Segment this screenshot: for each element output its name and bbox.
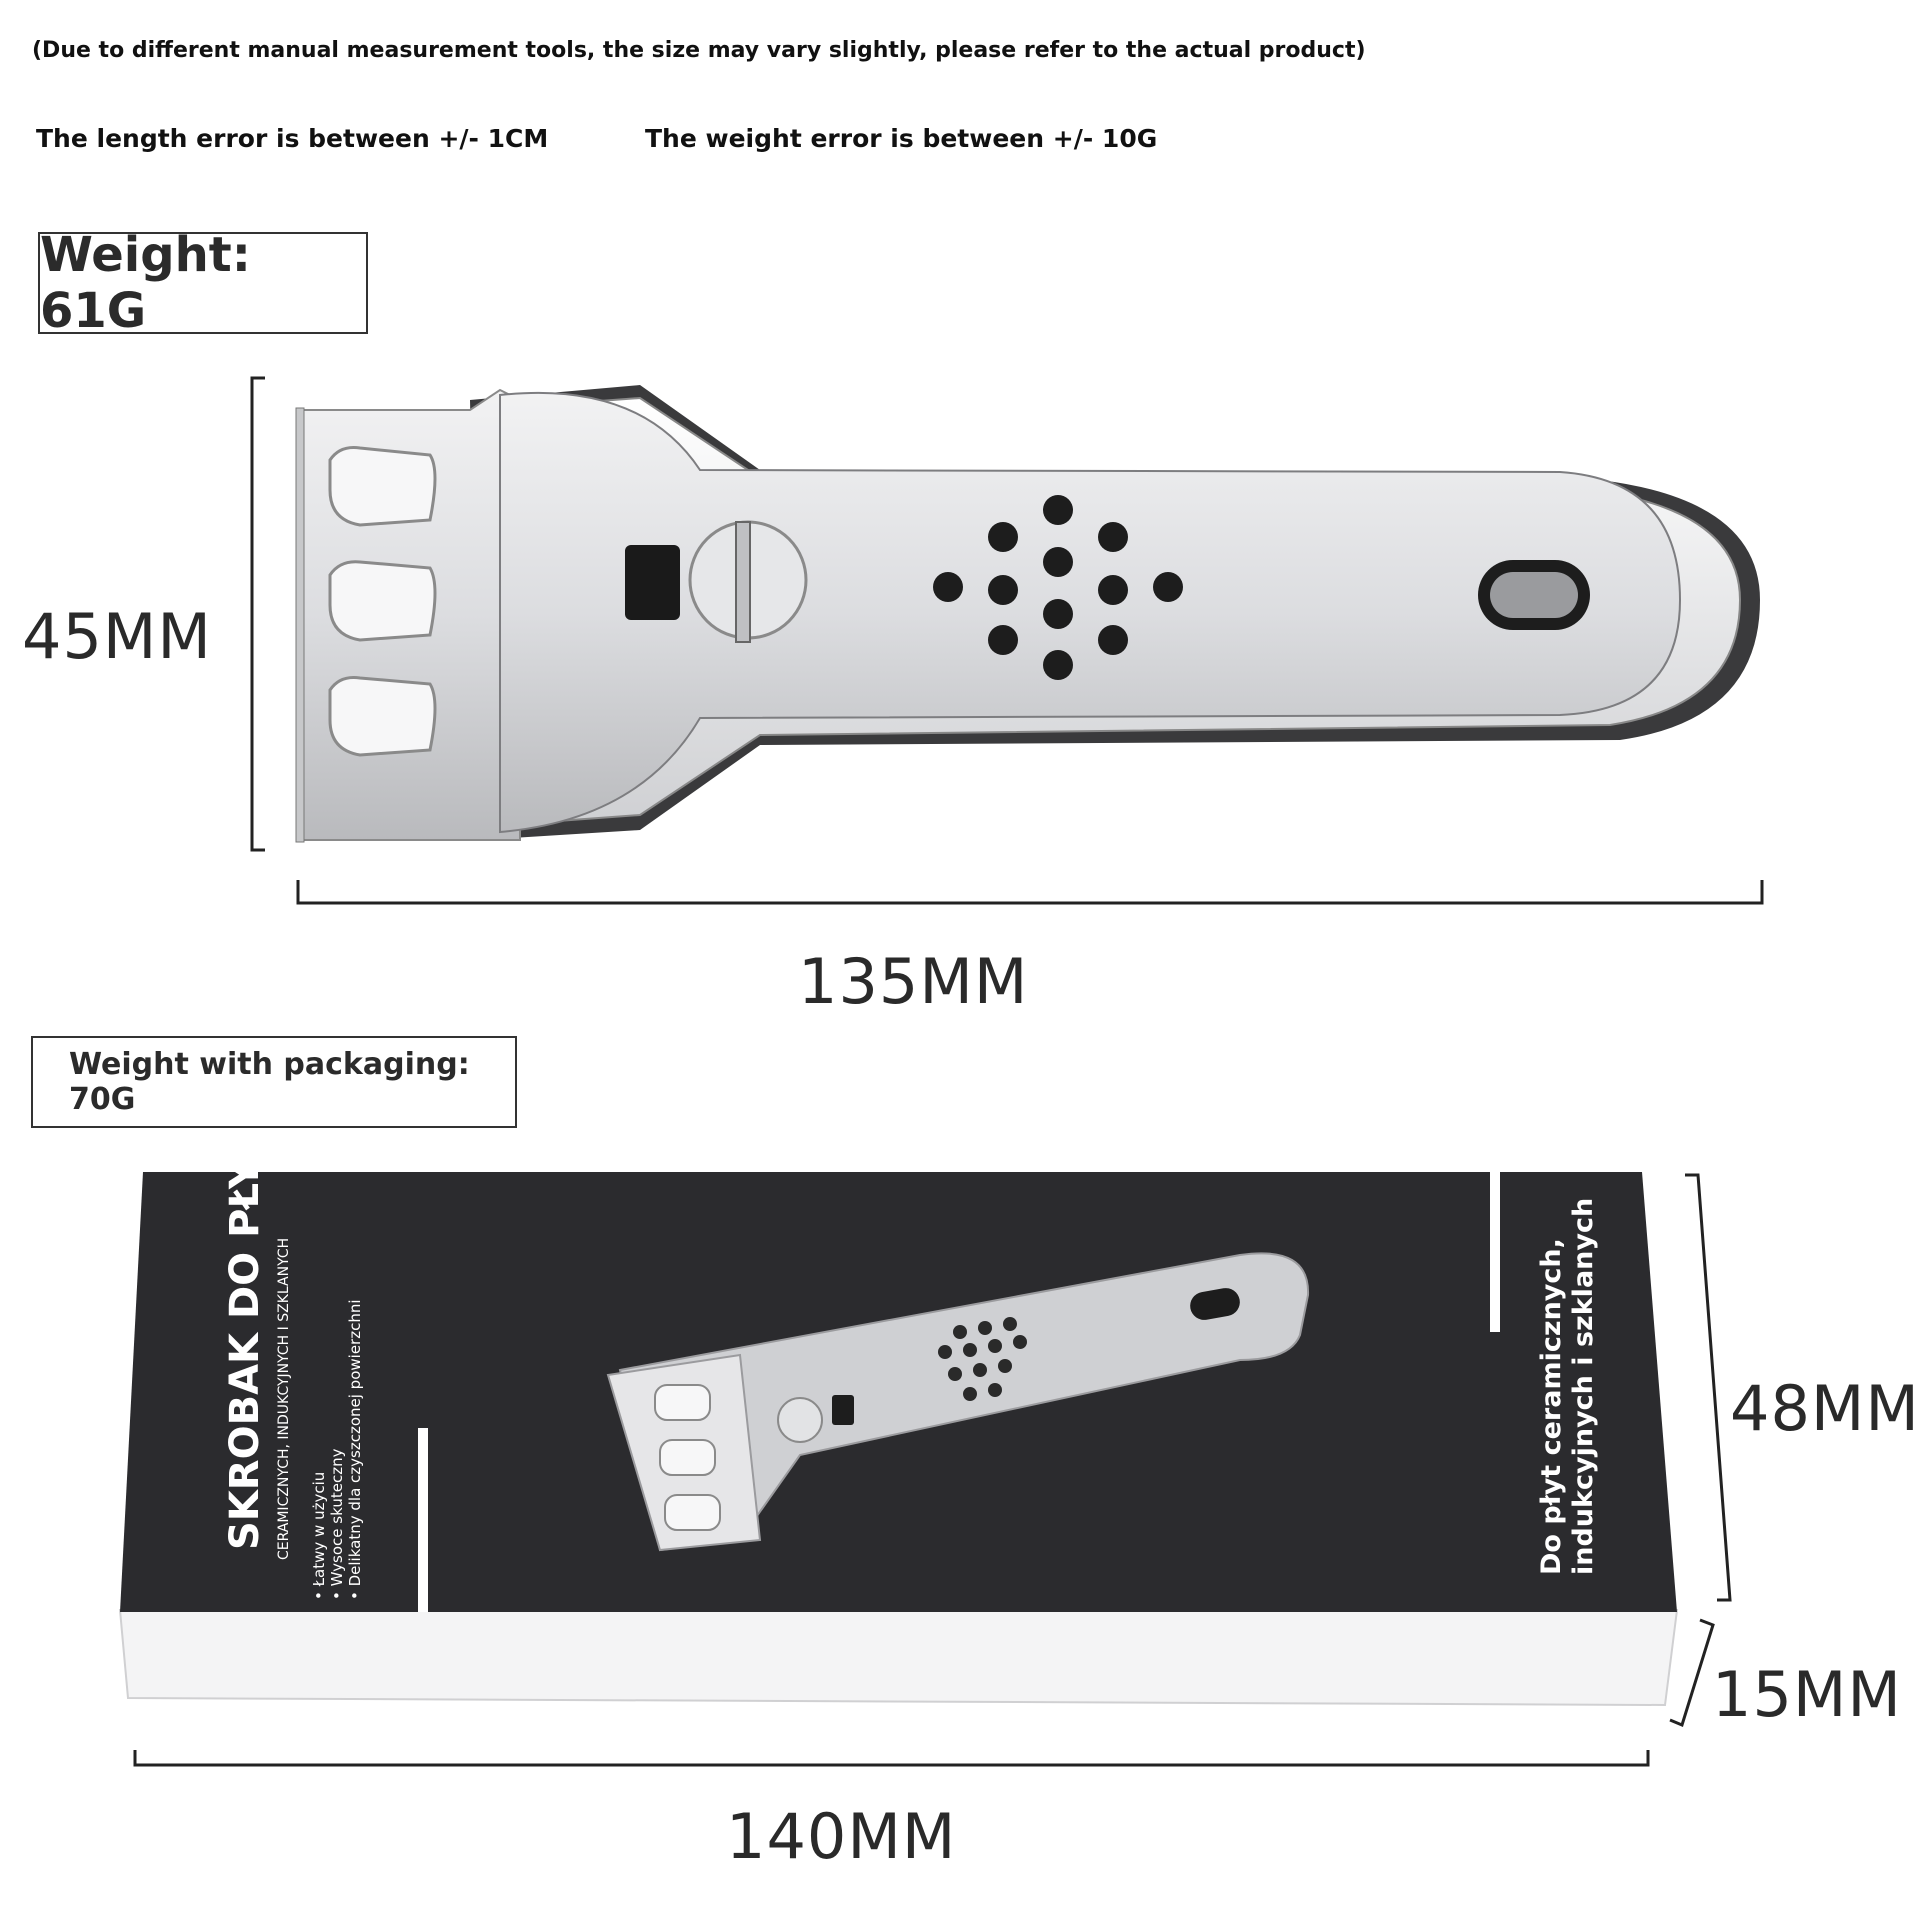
package-depth-label: 15MM (1712, 1658, 1902, 1731)
scraper-tool-icon (296, 385, 1760, 842)
package-length-bracket (135, 1750, 1648, 1765)
product-length-label: 135MM (798, 945, 1029, 1018)
box-bullet-item: • Delikatny dla czyszczonej powierzchni (346, 1299, 364, 1600)
length-dimension-bracket (298, 880, 1762, 903)
length-error-note: The length error is between +/- 1CM (36, 124, 549, 153)
package-weight-label: Weight with packaging: 70G (69, 1047, 470, 1117)
product-weight-label: Weight: 61G (40, 227, 251, 339)
box-side-line: indukcyjnych i szklanych (1568, 1197, 1599, 1575)
package-height-label: 48MM (1730, 1372, 1920, 1445)
box-title: SKROBAK DO PŁYT (222, 1132, 268, 1550)
package-height-bracket (1685, 1175, 1730, 1600)
box-bullet-item: • Wysoce skuteczny (328, 1448, 346, 1600)
product-height-label: 45MM (22, 600, 212, 673)
height-dimension-bracket (252, 378, 265, 850)
measurement-disclaimer: (Due to different manual measurement tools, the size may vary slightly, please refer to the actual product) (32, 38, 1366, 63)
box-side-line: Do płyt ceramicznych, (1536, 1238, 1567, 1575)
box-subtitle: CERAMICZNYCH, INDUKCYJNYCH I SZKLANYCH (276, 1237, 292, 1560)
box-bullet-list (310, 1299, 364, 1600)
package-length-label: 140MM (726, 1800, 957, 1873)
box-side-text (1536, 1198, 1600, 1575)
weight-error-note: The weight error is between +/- 10G (645, 124, 1158, 153)
box-bullet-item: • Łatwy w użyciu (310, 1471, 328, 1600)
package-depth-bracket (1670, 1620, 1713, 1725)
package-weight-box (31, 1036, 517, 1128)
